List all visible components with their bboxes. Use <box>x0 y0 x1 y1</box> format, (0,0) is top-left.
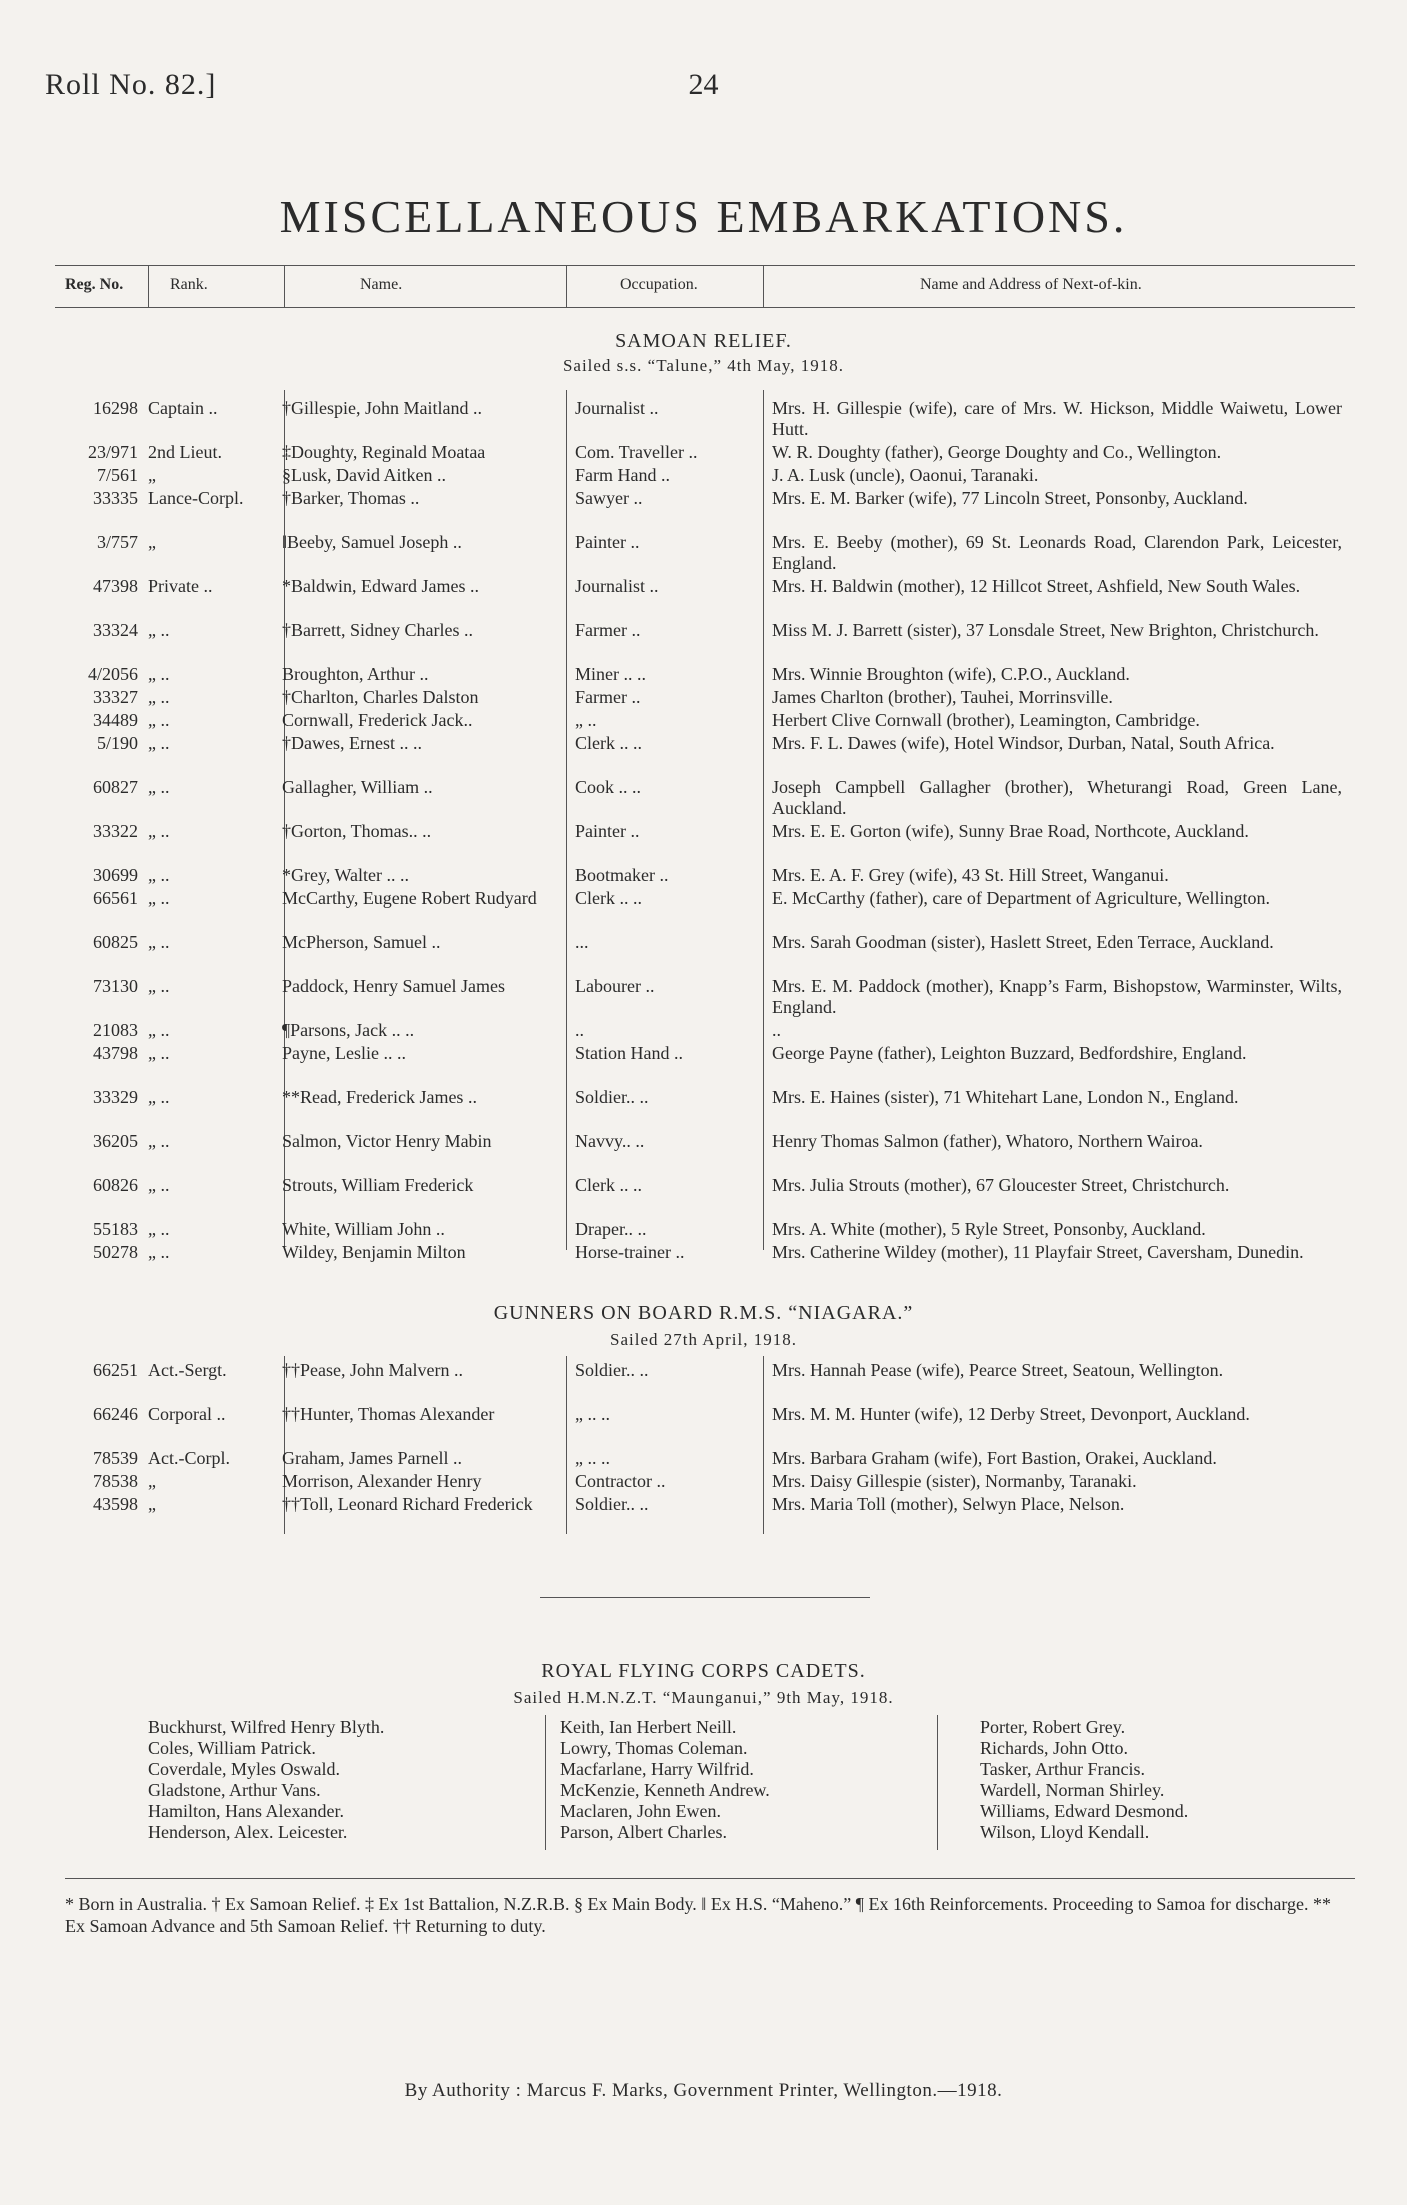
col-name: Name. <box>360 276 403 293</box>
rfc-names-col-2 <box>560 1717 770 1843</box>
list-item: Henderson, Alex. Leicester. <box>148 1822 348 1842</box>
cell-name: †Gorton, Thomas.. .. <box>282 821 432 841</box>
table-row <box>0 865 1407 888</box>
cell-name: Paddock, Henry Samuel James <box>282 976 505 996</box>
cell-name: †Barrett, Sidney Charles .. <box>282 620 473 640</box>
cell-reg-no: 78538 <box>93 1471 138 1491</box>
gunners-sailed-line: Sailed 27th April, 1918. <box>610 1330 797 1349</box>
cell-reg-no: 3/757 <box>96 532 138 552</box>
cell-name: Morrison, Alexander Henry <box>282 1471 482 1491</box>
cell-occupation: Farmer .. <box>575 687 641 707</box>
page-title: MISCELLANEOUS EMBARKATIONS. <box>279 191 1128 242</box>
cell-reg-no: 36205 <box>93 1131 138 1151</box>
rfc-column-rule <box>545 1715 546 1850</box>
cell-reg-no: 33335 <box>93 488 138 508</box>
roll-number: Roll No. 82.] <box>45 68 217 101</box>
cell-next-of-kin: Mrs. Winnie Broughton (wife), C.P.O., Auckland. <box>772 664 1130 684</box>
cell-reg-no: 60825 <box>93 932 138 952</box>
cell-occupation: Journalist .. <box>575 398 659 418</box>
cell-name: *Baldwin, Edward James .. <box>282 576 479 596</box>
cell-occupation: „ .. <box>575 710 597 730</box>
cell-name: ¶Parsons, Jack .. .. <box>282 1020 415 1040</box>
rfc-names-col-3 <box>980 1717 1188 1843</box>
cell-name: McCarthy, Eugene Robert Rudyard <box>282 888 537 908</box>
list-item: Coverdale, Myles Oswald. <box>148 1759 340 1779</box>
cell-reg-no: 43798 <box>93 1043 138 1063</box>
cell-next-of-kin: Mrs. Catherine Wildey (mother), 11 Playfair Street, Caversham, Dunedin. <box>772 1242 1304 1262</box>
cell-reg-no: 60827 <box>93 777 138 797</box>
cell-occupation: Bootmaker .. <box>575 865 669 885</box>
cell-next-of-kin: Mrs. A. White (mother), 5 Ryle Street, Ponsonby, Auckland. <box>772 1219 1206 1239</box>
list-item: Coles, William Patrick. <box>148 1738 316 1758</box>
table-row <box>0 576 1407 620</box>
cell-reg-no: 16298 <box>93 398 138 418</box>
rfc-names-col-1 <box>148 1717 384 1843</box>
cell-reg-no: 66246 <box>93 1404 138 1424</box>
table-row <box>0 1043 1407 1087</box>
cell-name: §Lusk, David Aitken .. <box>282 465 446 485</box>
cell-rank: „ .. <box>148 1219 170 1239</box>
cell-rank: „ .. <box>148 1131 170 1151</box>
list-item: McKenzie, Kenneth Andrew. <box>560 1780 770 1800</box>
cell-name: †Dawes, Ernest .. .. <box>282 733 422 753</box>
table-row <box>0 710 1407 733</box>
cell-next-of-kin: Mrs. Julia Strouts (mother), 67 Gloucester Street, Christchurch. <box>772 1175 1230 1195</box>
col-next-of-kin: Name and Address of Next-of-kin. <box>920 276 1142 293</box>
table-row <box>0 1219 1407 1242</box>
cell-next-of-kin: Mrs. E. Haines (sister), 71 Whitehart Lane, London N., England. <box>772 1087 1239 1107</box>
table-row <box>0 1494 1407 1538</box>
table-row <box>0 821 1407 865</box>
cell-rank: 2nd Lieut. <box>148 442 222 462</box>
cell-rank: „ .. <box>148 888 170 908</box>
cell-next-of-kin: Mrs. Sarah Goodman (sister), Haslett Street, Eden Terrace, Auckland. <box>772 932 1274 952</box>
rfc-column-rule <box>937 1715 938 1850</box>
cell-reg-no: 7/561 <box>96 465 138 485</box>
col-reg-no: Reg. No. <box>65 276 124 293</box>
cell-name: †Gillespie, John Maitland .. <box>282 398 482 418</box>
cell-reg-no: 78539 <box>93 1448 138 1468</box>
footnotes: * Born in Australia. † Ex Samoan Relief. ‡ Ex 1st Battalion, N.Z.R.B. § Ex Main Body. ‖ Ex H.S. “Maheno.” ¶ Ex 16th Reinforcements. Proceeding to Samoa for discharge. ** Ex Samoan Advance and 5th Samoan Relief. †† Returning to duty. <box>65 1894 1332 1936</box>
cell-rank: „ <box>148 1471 156 1491</box>
cell-reg-no: 33322 <box>93 821 138 841</box>
table-row <box>0 488 1407 532</box>
cell-occupation: Navvy.. .. <box>575 1131 645 1151</box>
list-item: Porter, Robert Grey. <box>980 1717 1126 1737</box>
list-item: Maclaren, John Ewen. <box>560 1801 721 1821</box>
cell-name: Gallagher, William .. <box>282 777 433 797</box>
table-row <box>0 1131 1407 1175</box>
cell-next-of-kin: Mrs. H. Gillespie (wife), care of Mrs. W. Hickson, Middle Waiwetu, Lower Hutt. <box>772 398 1342 439</box>
cell-rank: „ .. <box>148 1242 170 1262</box>
cell-rank: „ .. <box>148 1020 170 1040</box>
cell-name: **Read, Frederick James .. <box>282 1087 477 1107</box>
header-bottom-rule <box>55 307 1355 308</box>
cell-next-of-kin: Mrs. M. M. Hunter (wife), 12 Derby Street, Devonport, Auckland. <box>772 1404 1250 1424</box>
list-item: Lowry, Thomas Coleman. <box>560 1738 748 1758</box>
cell-rank: Act.-Corpl. <box>148 1448 230 1468</box>
cell-next-of-kin: George Payne (father), Leighton Buzzard, Bedfordshire, England. <box>772 1043 1247 1063</box>
cell-occupation: Cook .. .. <box>575 777 642 797</box>
table-row <box>0 442 1407 465</box>
cell-occupation: ... <box>575 932 589 952</box>
cell-next-of-kin: Henry Thomas Salmon (father), Whatoro, Northern Wairoa. <box>772 1131 1203 1151</box>
table-row <box>0 1175 1407 1219</box>
cell-next-of-kin: Herbert Clive Cornwall (brother), Leamington, Cambridge. <box>772 710 1200 730</box>
cell-reg-no: 60826 <box>93 1175 138 1195</box>
cell-name: ††Pease, John Malvern .. <box>282 1360 463 1380</box>
cell-next-of-kin: Mrs. H. Baldwin (mother), 12 Hillcot Street, Ashfield, New South Wales. <box>772 576 1301 596</box>
cell-name: Payne, Leslie .. .. <box>282 1043 406 1063</box>
cell-name: †Charlton, Charles Dalston <box>282 687 479 707</box>
cell-next-of-kin: Mrs. E. M. Paddock (mother), Knapp’s Farm, Bishopstow, Warminster, Wilts, England. <box>772 976 1342 1017</box>
list-item: Gladstone, Arthur Vans. <box>148 1780 321 1800</box>
cell-next-of-kin: James Charlton (brother), Tauhei, Morrinsville. <box>772 687 1113 707</box>
cell-rank: „ .. <box>148 1043 170 1063</box>
table-row <box>0 465 1407 488</box>
printer-imprint: By Authority : Marcus F. Marks, Government Printer, Wellington.—1918. <box>404 2080 1003 2101</box>
cell-occupation: Soldier.. .. <box>575 1360 649 1380</box>
cell-occupation: Clerk .. .. <box>575 733 642 753</box>
cell-rank: Lance-Corpl. <box>148 488 244 508</box>
col-rank: Rank. <box>170 276 208 293</box>
cell-rank: „ .. <box>148 664 170 684</box>
cell-next-of-kin: Mrs. F. L. Dawes (wife), Hotel Windsor, Durban, Natal, South Africa. <box>772 733 1275 753</box>
list-item: Buckhurst, Wilfred Henry Blyth. <box>148 1717 385 1737</box>
samoan-sailed-line: Sailed s.s. “Talune,” 4th May, 1918. <box>562 356 845 375</box>
cell-rank: „ .. <box>148 976 170 996</box>
cell-next-of-kin: Mrs. Hannah Pease (wife), Pearce Street, Seatoun, Wellington. <box>772 1360 1224 1380</box>
cell-rank: „ .. <box>148 733 170 753</box>
list-item: Macfarlane, Harry Wilfrid. <box>560 1759 754 1779</box>
gunners-section-title: GUNNERS ON BOARD R.M.S. “NIAGARA.” <box>493 1302 914 1324</box>
rfc-section-title: ROYAL FLYING CORPS CADETS. <box>541 1660 866 1682</box>
list-item: Parson, Albert Charles. <box>560 1822 727 1842</box>
cell-occupation: Farm Hand .. <box>575 465 670 485</box>
cell-next-of-kin: J. A. Lusk (uncle), Oaonui, Taranaki. <box>772 465 1039 485</box>
list-item: Wardell, Norman Shirley. <box>980 1780 1165 1800</box>
table-row <box>0 687 1407 710</box>
cell-reg-no: 4/2056 <box>87 664 138 684</box>
cell-reg-no: 33327 <box>93 687 138 707</box>
cell-rank: „ .. <box>148 865 170 885</box>
table-row <box>0 1242 1407 1286</box>
cell-name: Broughton, Arthur .. <box>282 664 429 684</box>
cell-name: White, William John .. <box>282 1219 445 1239</box>
table-row <box>0 532 1407 576</box>
cell-next-of-kin: Mrs. E. Beeby (mother), 69 St. Leonards Road, Clarendon Park, Leicester, England. <box>772 532 1342 573</box>
cell-rank: „ .. <box>148 710 170 730</box>
cell-reg-no: 50278 <box>93 1242 138 1262</box>
cell-occupation: Com. Traveller .. <box>575 442 698 462</box>
cell-name: Wildey, Benjamin Milton <box>282 1242 466 1262</box>
cell-rank: Captain .. <box>148 398 218 418</box>
samoan-section-title: SAMOAN RELIEF. <box>615 330 792 352</box>
cell-occupation: .. <box>575 1020 584 1040</box>
cell-occupation: Farmer .. <box>575 620 641 640</box>
cell-occupation: Station Hand .. <box>575 1043 683 1063</box>
cell-occupation: Sawyer .. <box>575 488 643 508</box>
cell-occupation: Clerk .. .. <box>575 1175 642 1195</box>
cell-name: Graham, James Parnell .. <box>282 1448 462 1468</box>
cell-reg-no: 30699 <box>93 865 138 885</box>
cell-reg-no: 47398 <box>93 576 138 596</box>
column-headers <box>55 268 1355 304</box>
list-item: Richards, John Otto. <box>980 1738 1128 1758</box>
samoan-table <box>0 398 1407 1286</box>
col-occupation: Occupation. <box>620 276 698 293</box>
cell-reg-no: 34489 <box>93 710 138 730</box>
cell-next-of-kin: Mrs. E. M. Barker (wife), 77 Lincoln Street, Ponsonby, Auckland. <box>772 488 1248 508</box>
cell-next-of-kin: Mrs. Daisy Gillespie (sister), Normanby, Taranaki. <box>772 1471 1137 1491</box>
cell-name: ††Toll, Leonard Richard Frederick <box>282 1494 533 1514</box>
table-row <box>0 1471 1407 1494</box>
cell-rank: Act.-Sergt. <box>148 1360 227 1380</box>
footnote-rule <box>65 1878 1355 1879</box>
table-row <box>0 932 1407 976</box>
cell-name: Salmon, Victor Henry Mabin <box>282 1131 492 1151</box>
cell-occupation: Journalist .. <box>575 576 659 596</box>
cell-reg-no: 73130 <box>93 976 138 996</box>
cell-next-of-kin: Mrs. Maria Toll (mother), Selwyn Place, Nelson. <box>772 1494 1125 1514</box>
table-row <box>0 620 1407 664</box>
table-row <box>0 1360 1407 1404</box>
table-row <box>0 1404 1407 1448</box>
cell-occupation: Contractor .. <box>575 1471 666 1491</box>
cell-rank: „ .. <box>148 1087 170 1107</box>
cell-reg-no: 66561 <box>93 888 138 908</box>
cell-rank: „ <box>148 465 156 485</box>
table-row <box>0 1087 1407 1131</box>
cell-occupation: Draper.. .. <box>575 1219 647 1239</box>
cell-next-of-kin: Mrs. Barbara Graham (wife), Fort Bastion, Orakei, Auckland. <box>772 1448 1217 1468</box>
cell-name: ‡Doughty, Reginald Moataa <box>282 442 486 462</box>
table-row <box>0 777 1407 821</box>
cell-rank: „ .. <box>148 932 170 952</box>
list-item: Wilson, Lloyd Kendall. <box>980 1822 1150 1842</box>
cell-reg-no: 33329 <box>93 1087 138 1107</box>
page-number: 24 <box>688 68 719 101</box>
cell-rank: „ <box>148 532 156 552</box>
cell-rank: „ .. <box>148 1175 170 1195</box>
cell-reg-no: 66251 <box>93 1360 138 1380</box>
cell-occupation: „ .. .. <box>575 1448 610 1468</box>
cell-reg-no: 21083 <box>93 1020 138 1040</box>
cell-next-of-kin: Mrs. E. A. F. Grey (wife), 43 St. Hill Street, Wanganui. <box>772 865 1169 885</box>
cell-occupation: „ .. .. <box>575 1404 610 1424</box>
cell-name: †Barker, Thomas .. <box>282 488 420 508</box>
cell-reg-no: 55183 <box>93 1219 138 1239</box>
cell-rank: Corporal .. <box>148 1404 226 1424</box>
list-item: Williams, Edward Desmond. <box>980 1801 1189 1821</box>
list-item: Hamilton, Hans Alexander. <box>148 1801 344 1821</box>
cell-next-of-kin: Joseph Campbell Gallagher (brother), Wheturangi Road, Green Lane, Auckland. <box>772 777 1342 818</box>
list-item: Tasker, Arthur Francis. <box>980 1759 1145 1779</box>
gunners-table <box>0 1360 1407 1538</box>
cell-reg-no: 43598 <box>93 1494 138 1514</box>
table-row <box>0 398 1407 442</box>
cell-name: ††Hunter, Thomas Alexander <box>282 1404 495 1424</box>
cell-next-of-kin: W. R. Doughty (father), George Doughty and Co., Wellington. <box>772 442 1222 462</box>
cell-occupation: Horse-trainer .. <box>575 1242 685 1262</box>
cell-reg-no: 33324 <box>93 620 138 640</box>
table-row <box>0 888 1407 932</box>
cell-next-of-kin: Miss M. J. Barrett (sister), 37 Lonsdale Street, New Brighton, Christchurch. <box>772 620 1319 640</box>
cell-name: *Grey, Walter .. .. <box>282 865 410 885</box>
table-row <box>0 664 1407 687</box>
cell-name: ‖Beeby, Samuel Joseph .. <box>282 532 462 552</box>
cell-occupation: Painter .. <box>575 821 640 841</box>
cell-name: Cornwall, Frederick Jack.. <box>282 710 473 730</box>
cell-reg-no: 23/971 <box>87 442 138 462</box>
cell-rank: „ .. <box>148 620 170 640</box>
cell-next-of-kin: E. McCarthy (father), care of Department of Agriculture, Wellington. <box>772 888 1271 908</box>
table-row <box>0 1448 1407 1471</box>
cell-rank: „ .. <box>148 821 170 841</box>
table-row <box>0 733 1407 777</box>
cell-occupation: Soldier.. .. <box>575 1087 649 1107</box>
rfc-sailed-line: Sailed H.M.N.Z.T. “Maunganui,” 9th May, 1918. <box>513 1688 894 1707</box>
cell-occupation: Labourer .. <box>575 976 655 996</box>
header-top-rule <box>55 265 1355 266</box>
cell-name: McPherson, Samuel .. <box>282 932 441 952</box>
cell-reg-no: 5/190 <box>96 733 138 753</box>
cell-rank: „ <box>148 1494 156 1514</box>
cell-next-of-kin: .. <box>772 1020 781 1040</box>
cell-rank: „ .. <box>148 687 170 707</box>
list-item: Keith, Ian Herbert Neill. <box>560 1717 737 1737</box>
cell-occupation: Painter .. <box>575 532 640 552</box>
cell-occupation: Clerk .. .. <box>575 888 642 908</box>
cell-name: Strouts, William Frederick <box>282 1175 474 1195</box>
cell-next-of-kin: Mrs. E. E. Gorton (wife), Sunny Brae Road, Northcote, Auckland. <box>772 821 1249 841</box>
section-separator <box>540 1597 870 1598</box>
cell-rank: Private .. <box>148 576 213 596</box>
table-row <box>0 1020 1407 1043</box>
cell-rank: „ .. <box>148 777 170 797</box>
cell-occupation: Soldier.. .. <box>575 1494 649 1514</box>
cell-occupation: Miner .. .. <box>575 664 646 684</box>
table-row <box>0 976 1407 1020</box>
